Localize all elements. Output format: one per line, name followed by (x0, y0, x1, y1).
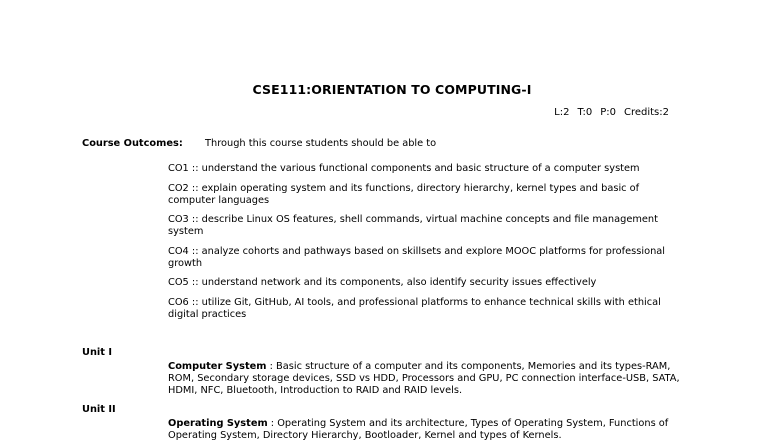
course-outcomes-label: Course Outcomes: (82, 138, 183, 149)
course-outcome-4: CO4 :: analyze cohorts and pathways based on skillsets and explore MOOC platforms for professional growth (168, 245, 666, 269)
course-outcome-1: CO1 :: understand the various functional components and basic structure of a computer system (168, 163, 640, 174)
course-outcomes-list (168, 163, 688, 328)
unit-1-text: : Basic structure of a computer and its components, Memories and its types-RAM, ROM, Secondary storage devices, SSD vs HDD, Processors and GPU, PC connection interface-USB, SATA, HDMI, NFC, Bluetooth, Introduction to RAID and RAID levels. (168, 361, 680, 396)
unit-1-heading: Computer System (168, 361, 267, 372)
unit-2-content (168, 418, 693, 441)
unit-2-heading: Operating System (168, 418, 268, 429)
credit-tutorial: T:0 (577, 107, 593, 118)
unit-1-label: Unit I (82, 347, 113, 358)
course-outcome-6: CO6 :: utilize Git, GitHub, AI tools, and professional platforms to enhance technical skills with ethical digital practices (168, 296, 661, 320)
credit-practical: P:0 (600, 107, 616, 118)
unit-2-text: : Operating System and its architecture, Types of Operating System, Functions of Operating System, Directory Hierarchy, Bootloader, Kernel and types of Kernels. (168, 418, 669, 441)
credit-total: Credits:2 (623, 107, 669, 118)
course-outcome-5: CO5 :: understand network and its components, also identify security issues effectively (168, 277, 597, 288)
course-outcomes-intro: Through this course students should be able to (205, 138, 437, 149)
unit-1-content (168, 361, 693, 397)
course-outcome-3: CO3 :: describe Linux OS features, shell commands, virtual machine concepts and file management system (168, 214, 658, 237)
credits-line (554, 107, 669, 118)
course-outcome-2: CO2 :: explain operating system and its functions, directory hierarchy, kernel types and basic of computer languages (168, 182, 640, 206)
credit-lecture: L:2 (554, 107, 570, 118)
course-title: CSE111:ORIENTATION TO COMPUTING-I (252, 82, 532, 97)
unit-2-label: Unit II (82, 404, 116, 415)
